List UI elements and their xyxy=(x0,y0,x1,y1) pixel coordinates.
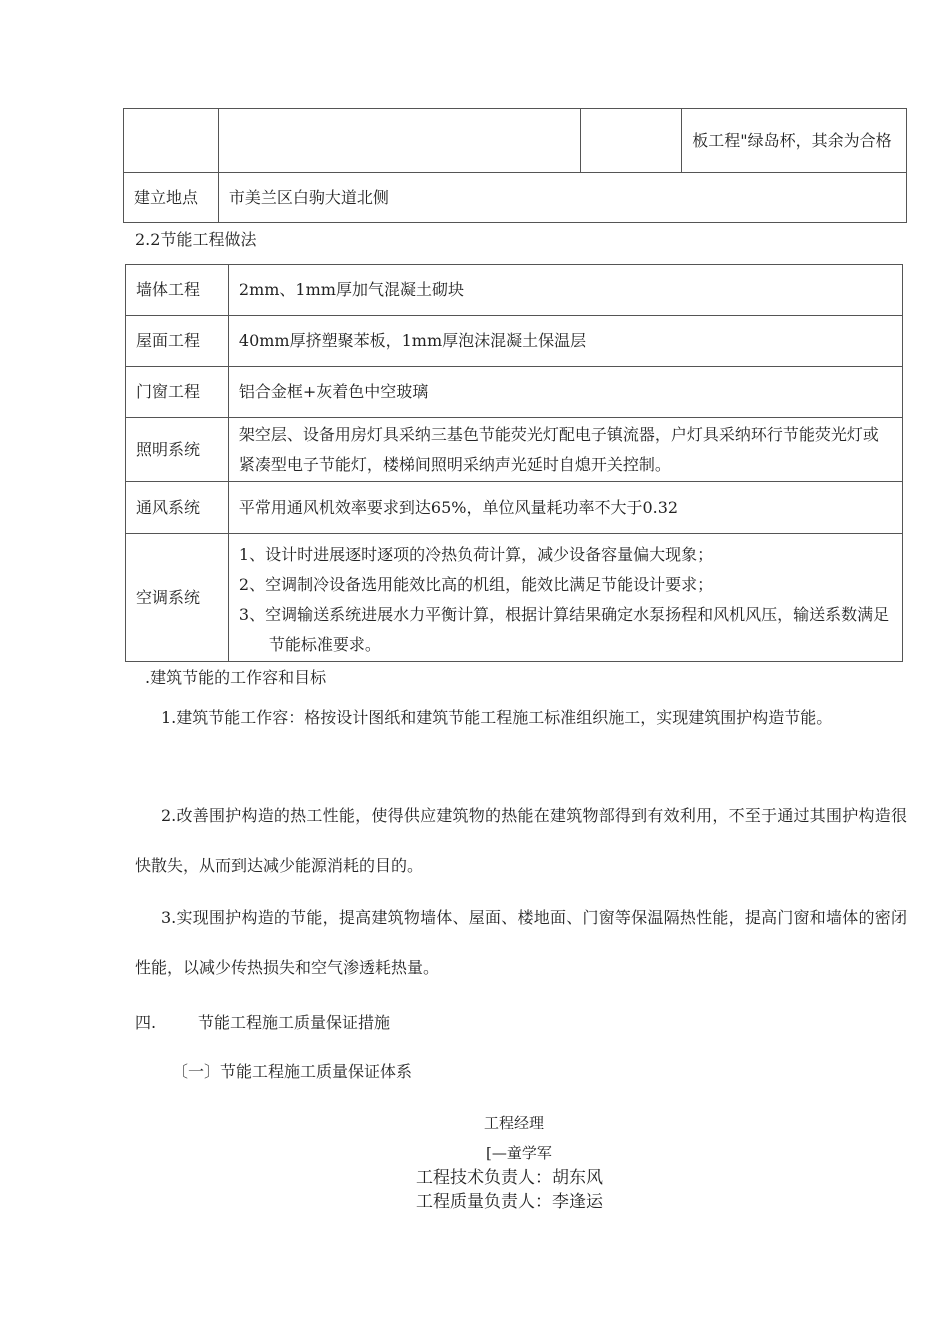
org-tech-lead: 工程技术负责人：胡东风 xyxy=(416,1168,603,1188)
subsection-heading: 〔一〕节能工程施工质量保证体系 xyxy=(172,1062,413,1081)
paragraph: 3.实现围护构造的节能，提高建筑物墙体、屋面、楼地面、门窗等保温隔热性能，提高门窗和墙体的密闭性能，以减少传热损失和空气渗透耗热量。 xyxy=(135,908,907,977)
table-row xyxy=(124,173,907,223)
paragraph: 1.建筑节能工作容：格按设计图纸和建筑节能工程施工标准组织施工，实现建筑围护构造节能。 xyxy=(161,708,833,727)
row-label: 空调系统 xyxy=(126,534,229,662)
row-label: 照明系统 xyxy=(126,418,229,482)
org-manager-name: [—童学军 xyxy=(486,1144,552,1162)
section-title: .建筑节能的工作容和目标 xyxy=(145,668,327,687)
paragraph: 2.改善围护构造的热工性能，使得供应建筑物的热能在建筑物部得到有效利用，不至于通过其围护构造很快散失，从而到达减少能源消耗的目的。 xyxy=(135,806,907,875)
row-label: 通风系统 xyxy=(126,482,229,534)
table-row xyxy=(126,316,903,367)
project-info-table xyxy=(123,108,907,223)
row-label: 屋面工程 xyxy=(126,316,229,367)
row-label: 门窗工程 xyxy=(126,367,229,418)
org-quality-lead: 工程质量负责人：李逢运 xyxy=(416,1192,603,1212)
table-row xyxy=(126,482,903,534)
row-value: 铝合金框+灰着色中空玻璃 xyxy=(228,367,902,418)
location-label: 建立地点 xyxy=(124,173,219,223)
section-title: 2.2节能工程做法 xyxy=(135,230,257,249)
row-label: 墙体工程 xyxy=(126,265,229,316)
row-value: 2mm、1mm厚加气混凝土砌块 xyxy=(228,265,902,316)
table-row xyxy=(126,534,903,662)
row-value: 平常用通风机效率要求到达65%，单位风量耗功率不大于0.32 xyxy=(228,482,902,534)
org-manager-title: 工程经理 xyxy=(484,1114,545,1132)
location-value: 市美兰区白驹大道北侧 xyxy=(218,173,906,223)
table-row xyxy=(124,109,907,173)
section-heading: 节能工程施工质量保证措施 xyxy=(198,1013,391,1032)
list-item: 2、空调制冷设备选用能效比高的机组，能效比满足节能设计要求； xyxy=(238,574,714,594)
energy-measures-table xyxy=(125,264,903,662)
row-value: 架空层、设备用房灯具采纳三基色节能荧光灯配电子镇流器，户灯具采纳环行节能荧光灯或紧凑型电子节能灯，楼梯间照明采纳声光延时自熄开关控制。 xyxy=(228,418,902,482)
table-cell: 板工程"绿岛杯，其余为合格 xyxy=(682,109,907,173)
section-number: 四. xyxy=(135,1013,157,1032)
row-value: 40mm厚挤塑聚苯板，1mm厚泡沫混凝土保温层 xyxy=(228,316,902,367)
table-row xyxy=(126,265,903,316)
table-row xyxy=(126,418,903,482)
list-item: 1、设计时进展逐时逐项的冷热负荷计算，减少设备容量偏大现象； xyxy=(238,544,714,564)
list-item: 3、空调输送系统进展水力平衡计算，根据计算结果确定水泵扬程和风机风压，输送系数满足节能标准要求。 xyxy=(238,604,890,654)
row-value xyxy=(228,534,902,662)
table-row xyxy=(126,367,903,418)
